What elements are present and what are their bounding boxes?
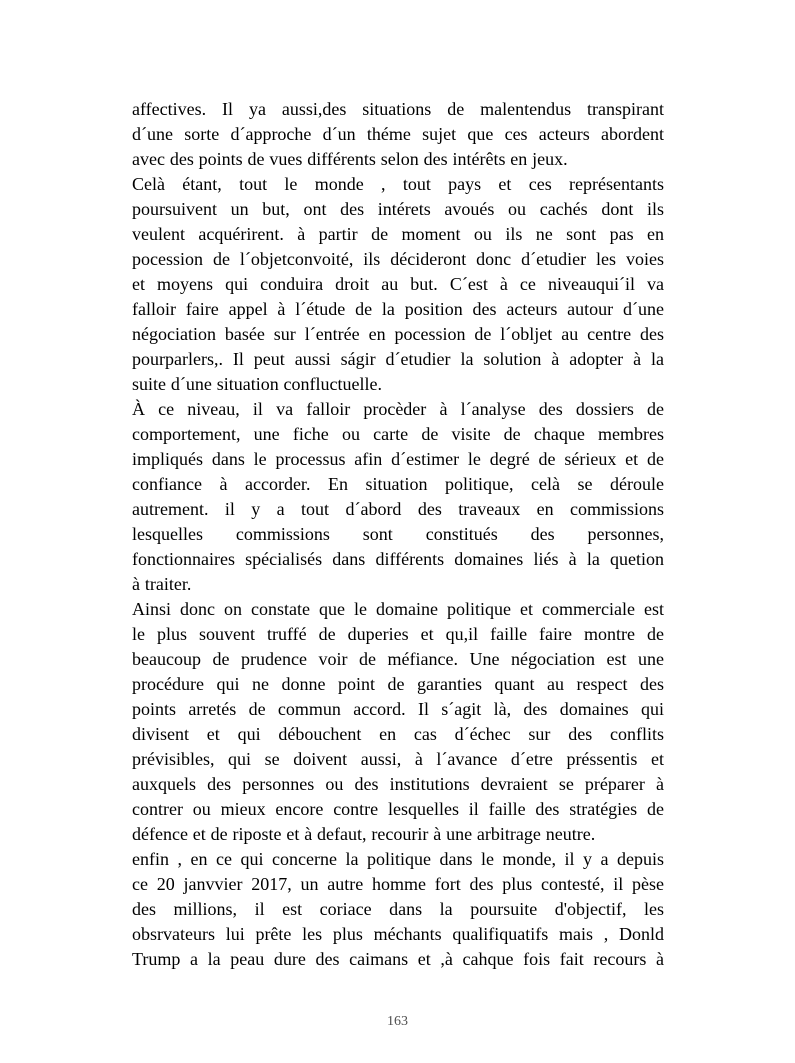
paragraph xyxy=(132,847,664,972)
text-line: auxquels des personnes ou des institutions devraient se préparer à xyxy=(132,774,664,794)
body-text xyxy=(132,97,664,972)
text-line: contrer ou mieux encore contre lesquelles il faille des stratégies de xyxy=(132,799,664,819)
text-line: avec des points de vues différents selon des intérêts en jeux. xyxy=(132,149,568,169)
text-line: pourparlers,. Il peut aussi ságir d´etudier la solution à adopter à la xyxy=(132,349,664,369)
text-line: fonctionnaires spécialisés dans différents domaines liés à la quetion xyxy=(132,549,664,569)
text-line: confiance à accorder. En situation politique, celà se déroule xyxy=(132,474,664,494)
text-line: beaucoup de prudence voir de méfiance. Une négociation est une xyxy=(132,649,664,669)
paragraph xyxy=(132,397,664,597)
text-line: prévisibles, qui se doivent aussi, à l´avance d´etre préssentis et xyxy=(132,749,664,769)
text-line: enfin , en ce qui concerne la politique dans le monde, il y a depuis xyxy=(132,849,664,869)
text-line: ce 20 janvvier 2017, un autre homme fort des plus contesté, il pèse xyxy=(132,874,664,894)
text-line: obsrvateurs lui prête les plus méchants qualifiquatifs mais , Donld xyxy=(132,924,664,944)
text-line: points arretés de commun accord. Il s´agit là, des domaines qui xyxy=(132,699,664,719)
text-line: divisent et qui débouchent en cas d´échec sur des conflits xyxy=(132,724,664,744)
text-line: Trump a la peau dure des caimans et ,à cahque fois fait recours à xyxy=(132,949,664,969)
page-number: 163 xyxy=(387,1014,408,1029)
text-line: des millions, il est coriace dans la poursuite d'objectif, les xyxy=(132,899,664,919)
text-line: défence et de riposte et à defaut, recourir à une arbitrage neutre. xyxy=(132,824,596,844)
text-line: Ainsi donc on constate que le domaine politique et commerciale est xyxy=(132,599,664,619)
text-line: autrement. il y a tout d´abord des traveaux en commissions xyxy=(132,499,664,519)
text-line: négociation basée sur l´entrée en pocession de l´obljet au centre des xyxy=(132,324,664,344)
text-line: à traiter. xyxy=(132,574,192,594)
text-line: comportement, une fiche ou carte de visite de chaque membres xyxy=(132,424,664,444)
text-line: procédure qui ne donne point de garanties quant au respect des xyxy=(132,674,664,694)
text-line: affectives. Il ya aussi,des situations de malentendus transpirant xyxy=(132,99,664,119)
text-line: falloir faire appel à l´étude de la position des acteurs autour d´une xyxy=(132,299,664,319)
paragraph xyxy=(132,97,664,172)
paragraph xyxy=(132,597,664,847)
text-line: et moyens qui conduira droit au but. C´est à ce niveauqui´il va xyxy=(132,274,664,294)
text-line: veulent acquérirent. à partir de moment ou ils ne sont pas en xyxy=(132,224,664,244)
text-line: pocession de l´objetconvoité, ils décideront donc d´etudier les voies xyxy=(132,249,664,269)
text-line: suite d´une situation confluctuelle. xyxy=(132,374,383,394)
text-line: À ce niveau, il va falloir procèder à l´analyse des dossiers de xyxy=(132,399,664,419)
text-line: Celà étant, tout le monde , tout pays et ces représentants xyxy=(132,174,664,194)
text-line: le plus souvent truffé de duperies et qu,il faille faire montre de xyxy=(132,624,664,644)
text-line: lesquelles commissions sont constitués des personnes, xyxy=(132,524,664,544)
text-line: impliqués dans le processus afin d´estimer le degré de sérieux et de xyxy=(132,449,664,469)
text-line: d´une sorte d´approche d´un théme sujet que ces acteurs abordent xyxy=(132,124,664,144)
paragraph xyxy=(132,172,664,397)
text-line: poursuivent un but, ont des intérets avoués ou cachés dont ils xyxy=(132,199,664,219)
